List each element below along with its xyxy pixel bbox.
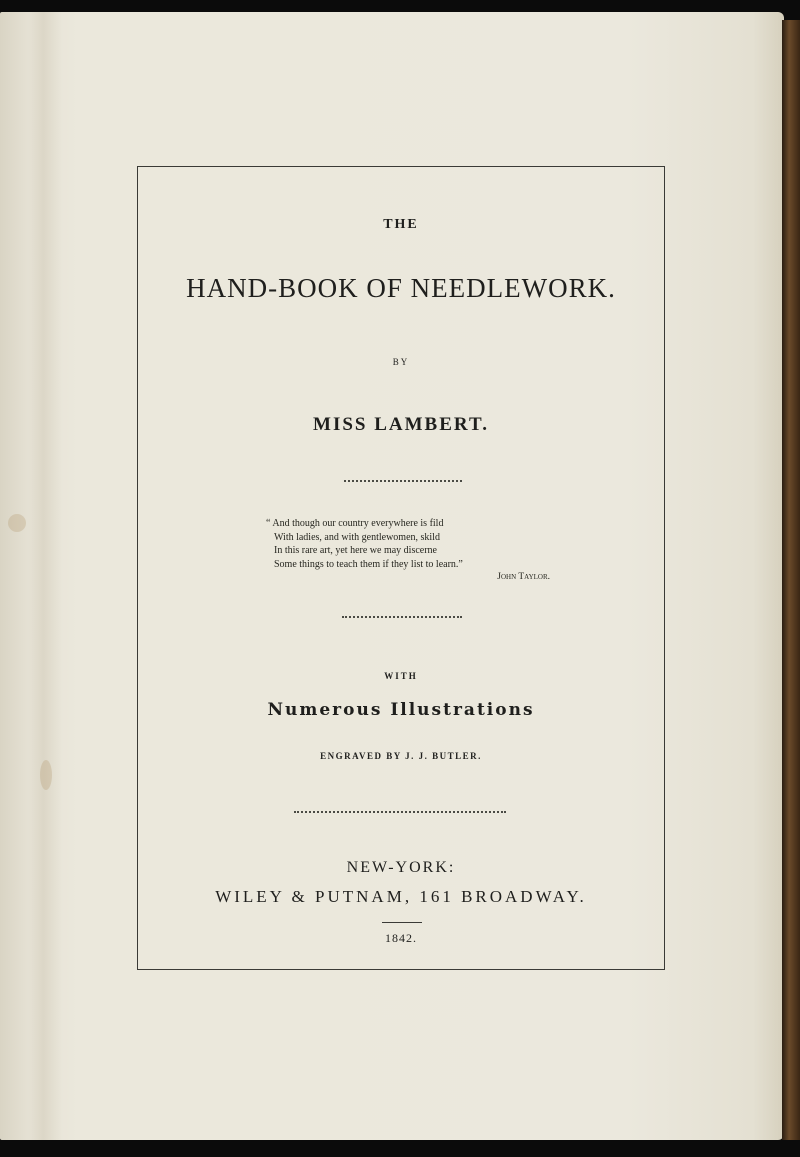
ornamental-rule	[342, 616, 462, 618]
spine-shadow	[28, 12, 62, 1140]
paper-stain	[40, 760, 52, 790]
epigraph	[266, 517, 566, 585]
publication-city: NEW-YORK:	[346, 859, 456, 876]
ornamental-rule	[344, 480, 462, 482]
title-page-frame	[137, 166, 665, 970]
ornamental-rule	[294, 811, 506, 813]
with-label: WITH	[384, 671, 418, 681]
epigraph-line: Some things to teach them if they list to learn.”	[274, 558, 463, 570]
publication-year: 1842.	[385, 931, 417, 945]
book-title: HAND-BOOK OF NEEDLEWORK.	[186, 273, 616, 303]
book-cover-edge	[782, 20, 800, 1140]
epigraph-line: With ladies, and with gentlewomen, skild	[274, 531, 440, 543]
author-name: MISS LAMBERT.	[313, 414, 489, 435]
epigraph-line: “ And though our country everywhere is fild	[266, 518, 444, 529]
by-line: BY	[392, 357, 410, 367]
paper-stain	[8, 514, 26, 532]
engraver-credit: ENGRAVED BY J. J. BUTLER.	[320, 751, 482, 761]
epigraph-line: In this rare art, yet here we may discerne	[274, 545, 437, 556]
title-article: THE	[383, 217, 419, 232]
illustrations-line: Numerous Illustrations	[267, 700, 535, 720]
publisher-line: WILEY & PUTNAM, 161 BROADWAY.	[215, 887, 587, 906]
year-rule	[382, 922, 422, 923]
epigraph-attribution: John Taylor.	[497, 572, 550, 582]
